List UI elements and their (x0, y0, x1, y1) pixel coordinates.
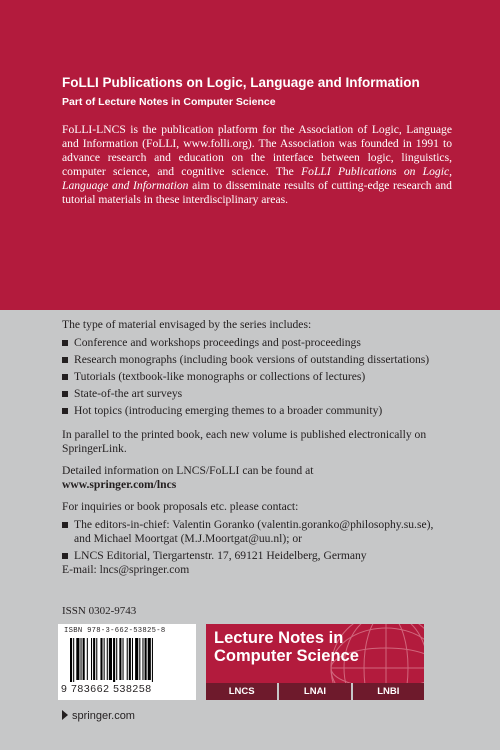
contact-text: and Michael Moortgat (M.J.Moortgat@uu.nl); or (74, 531, 303, 545)
square-bullet-icon (62, 374, 68, 380)
square-bullet-icon (62, 553, 68, 559)
intro-text-1: FoLLI-LNCS is the publication platform for the Association of Logic, Language and Information (FoLLI, www.folli.org). The Association was founded in 1991 to advance research and education on the interface between logic, linguistics, computer science, and cognitive science. The (62, 123, 452, 178)
bottom-content (62, 318, 462, 577)
square-bullet-icon (62, 408, 68, 414)
list-item (62, 353, 462, 367)
barcode-bars-icon (70, 638, 184, 682)
springer-link-text[interactable]: springer.com (72, 710, 135, 722)
list-item (62, 404, 462, 418)
lncs-title-line2: Computer Science (214, 647, 359, 665)
contact-list (62, 518, 462, 563)
intro-text-2: aim to disseminate results of cutting-edge research and tutorial materials in these interdisciplinary areas. (62, 178, 452, 206)
barcode (58, 624, 196, 700)
list-item-text: Hot topics (introducing emerging themes to a broader community) (74, 403, 383, 417)
detailed-info: Detailed information on LNCS/FoLLI can be found at (62, 464, 314, 478)
contact-item-editors (62, 518, 462, 546)
tab-lnbi: LNBI (351, 683, 424, 700)
tab-lnai: LNAI (277, 683, 350, 700)
top-red-panel (0, 0, 500, 310)
list-item-text: State-of-the art surveys (74, 386, 183, 400)
lncs-tabs (206, 683, 424, 700)
square-bullet-icon (62, 522, 68, 528)
contact-text: The editors-in-chief: Valentin Goranko (valentin.goranko@philosophy.su.se), (74, 517, 434, 531)
inquiries-paragraph: For inquiries or book proposals etc. please contact: (62, 500, 299, 514)
square-bullet-icon (62, 340, 68, 346)
list-item-text: Tutorials (textbook-like monographs or collections of lectures) (74, 369, 366, 383)
top-content (62, 74, 452, 206)
barcode-digits: 9 783662 538258 (61, 683, 152, 695)
list-item-text: Research monographs (including book versions of outstanding dissertations) (74, 352, 430, 366)
lncs-title-line1: Lecture Notes in (214, 629, 344, 647)
square-bullet-icon (62, 391, 68, 397)
isbn-text: ISBN 978-3-662-53825-8 (64, 627, 166, 635)
contact-email: E-mail: lncs@springer.com (62, 562, 190, 576)
issn-number: ISSN 0302-9743 (62, 605, 137, 617)
series-subtitle: Part of Lecture Notes in Computer Science (62, 96, 276, 108)
series-title: FoLLI Publications on Logic, Language and Information (62, 75, 420, 90)
material-intro: The type of material envisaged by the series includes: (62, 318, 312, 331)
material-list (62, 336, 462, 418)
list-item (62, 370, 462, 384)
springer-lncs-link[interactable]: www.springer.com/lncs (62, 478, 177, 492)
lncs-title (214, 629, 359, 665)
intro-paragraph (62, 123, 452, 206)
chevron-right-icon (62, 710, 68, 720)
square-bullet-icon (62, 357, 68, 363)
contact-item-editorial (62, 549, 462, 563)
lncs-logo (206, 624, 424, 700)
list-item-text: Conference and workshops proceedings and post-proceedings (74, 335, 361, 349)
tab-lncs: LNCS (228, 686, 255, 697)
list-item (62, 336, 462, 350)
contact-text: LNCS Editorial, Tiergartenstr. 17, 69121 Heidelberg, Germany (74, 548, 367, 562)
parallel-paragraph: In parallel to the printed book, each new volume is published electronically on SpringerLink. (62, 428, 427, 456)
springer-footer[interactable] (62, 710, 135, 722)
list-item (62, 387, 462, 401)
intro-italic: FoLLI Publications on Logic, Language and Information (62, 164, 452, 192)
